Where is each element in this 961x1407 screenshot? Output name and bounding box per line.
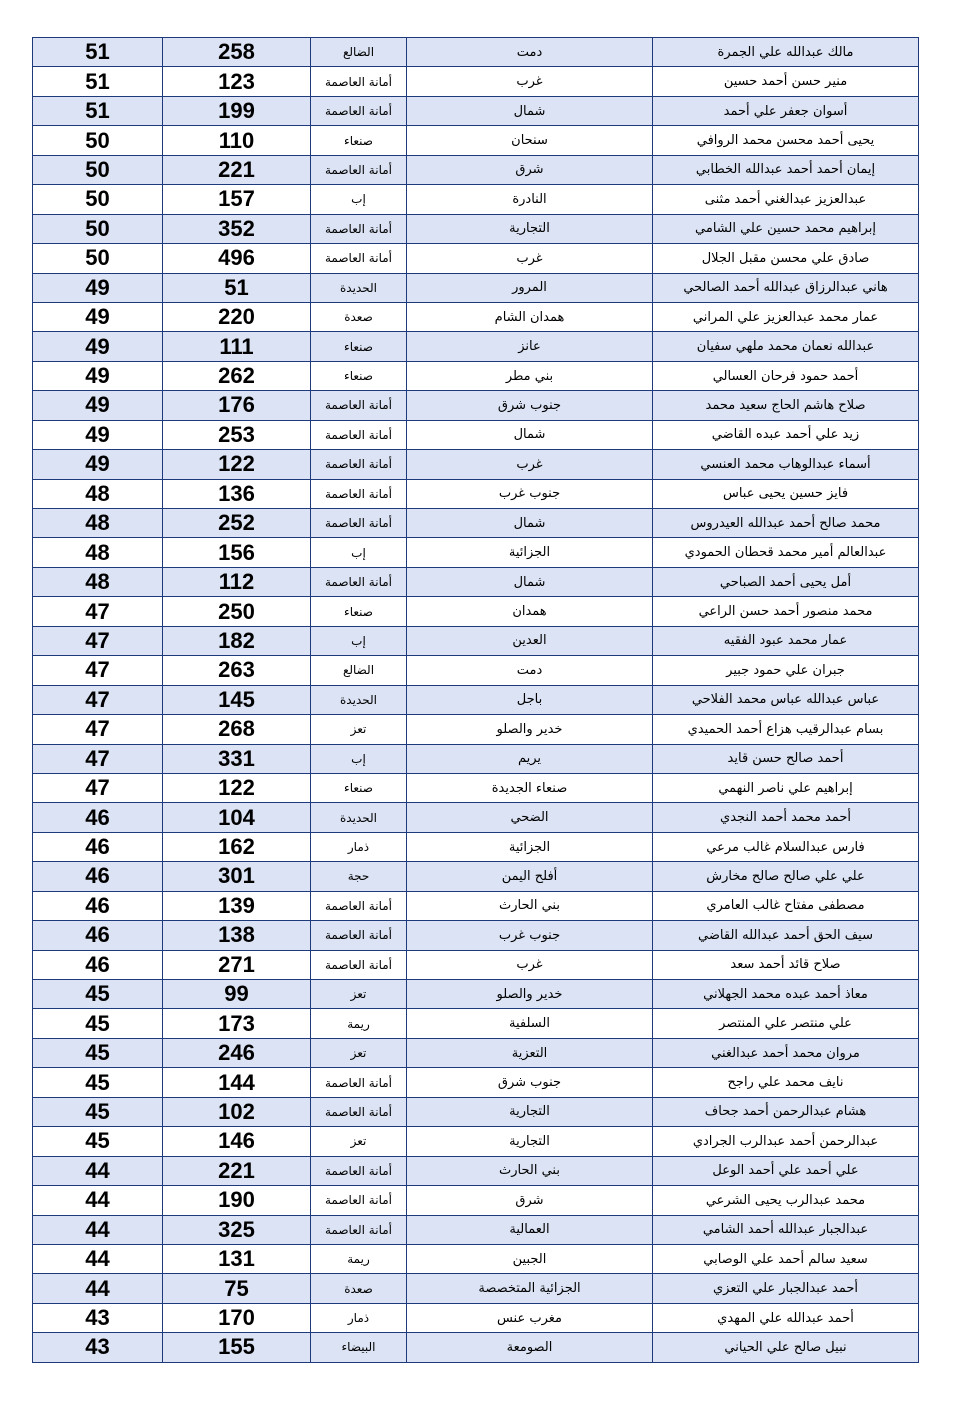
governorate-cell: صنعاء: [311, 773, 407, 802]
results-table-body: [33, 38, 919, 1363]
governorate-cell: تعز: [311, 980, 407, 1009]
name-cell: بسام عبدالرقيب هزاع أحمد الحميدي: [653, 715, 919, 744]
score-cell: 51: [33, 67, 163, 96]
name-cell: نايف محمد علي راجح: [653, 1068, 919, 1097]
governorate-cell: صنعاء: [311, 126, 407, 155]
table-row: [33, 1244, 919, 1273]
number-cell: 111: [163, 332, 311, 361]
governorate-cell: صنعاء: [311, 332, 407, 361]
name-cell: معاذ أحمد عبده محمد الجهلاني: [653, 980, 919, 1009]
governorate-cell: الحديدة: [311, 685, 407, 714]
number-cell: 271: [163, 950, 311, 979]
table-row: [33, 361, 919, 390]
table-row: [33, 244, 919, 273]
district-cell: بني مطر: [407, 361, 653, 390]
number-cell: 173: [163, 1009, 311, 1038]
score-cell: 47: [33, 715, 163, 744]
results-table: [32, 37, 919, 1363]
district-cell: التجارية: [407, 214, 653, 243]
score-cell: 47: [33, 744, 163, 773]
number-cell: 496: [163, 244, 311, 273]
governorate-cell: أمانة العاصمة: [311, 450, 407, 479]
table-row: [33, 1156, 919, 1185]
governorate-cell: إب: [311, 626, 407, 655]
score-cell: 49: [33, 302, 163, 331]
table-row: [33, 126, 919, 155]
name-cell: سيف الحق أحمد عبدالله القاضي: [653, 921, 919, 950]
governorate-cell: صعدة: [311, 1274, 407, 1303]
governorate-cell: أمانة العاصمة: [311, 921, 407, 950]
number-cell: 301: [163, 862, 311, 891]
name-cell: سعيد سالم أحمد علي الوصابي: [653, 1244, 919, 1273]
district-cell: شرق: [407, 155, 653, 184]
score-cell: 47: [33, 626, 163, 655]
district-cell: السلفية: [407, 1009, 653, 1038]
table-row: [33, 450, 919, 479]
number-cell: 252: [163, 509, 311, 538]
name-cell: علي علي صالح صالح مخارش: [653, 862, 919, 891]
score-cell: 48: [33, 567, 163, 596]
name-cell: إبراهيم علي ناصر النهمي: [653, 773, 919, 802]
score-cell: 49: [33, 332, 163, 361]
table-row: [33, 1097, 919, 1126]
table-row: [33, 273, 919, 302]
district-cell: دمت: [407, 656, 653, 685]
governorate-cell: إب: [311, 185, 407, 214]
district-cell: شرق: [407, 1186, 653, 1215]
name-cell: أحمد حمود فرحان العسالي: [653, 361, 919, 390]
number-cell: 262: [163, 361, 311, 390]
number-cell: 170: [163, 1303, 311, 1332]
district-cell: شمال: [407, 420, 653, 449]
score-cell: 51: [33, 38, 163, 67]
governorate-cell: أمانة العاصمة: [311, 950, 407, 979]
name-cell: علي أحمد علي أحمد الوعل: [653, 1156, 919, 1185]
score-cell: 49: [33, 420, 163, 449]
score-cell: 46: [33, 803, 163, 832]
district-cell: الجزائية المتخصصة: [407, 1274, 653, 1303]
number-cell: 352: [163, 214, 311, 243]
district-cell: سنحان: [407, 126, 653, 155]
number-cell: 157: [163, 185, 311, 214]
table-row: [33, 96, 919, 125]
score-cell: 50: [33, 185, 163, 214]
score-cell: 46: [33, 891, 163, 920]
score-cell: 46: [33, 921, 163, 950]
number-cell: 199: [163, 96, 311, 125]
number-cell: 250: [163, 597, 311, 626]
governorate-cell: أمانة العاصمة: [311, 1156, 407, 1185]
district-cell: جنوب شرق: [407, 391, 653, 420]
governorate-cell: صعدة: [311, 302, 407, 331]
number-cell: 176: [163, 391, 311, 420]
table-row: [33, 391, 919, 420]
district-cell: التعزية: [407, 1038, 653, 1067]
name-cell: منير حسن أحمد حسين: [653, 67, 919, 96]
number-cell: 182: [163, 626, 311, 655]
name-cell: عبدالعالم أمير محمد قحطان الحمودي: [653, 538, 919, 567]
score-cell: 44: [33, 1274, 163, 1303]
governorate-cell: تعز: [311, 1127, 407, 1156]
table-row: [33, 538, 919, 567]
governorate-cell: الضالع: [311, 38, 407, 67]
name-cell: أسوان جعفر علي أحمد: [653, 96, 919, 125]
name-cell: هشام عبدالرحمن أحمد جحاف: [653, 1097, 919, 1126]
score-cell: 45: [33, 1097, 163, 1126]
governorate-cell: أمانة العاصمة: [311, 391, 407, 420]
table-row: [33, 302, 919, 331]
score-cell: 49: [33, 450, 163, 479]
district-cell: الجبين: [407, 1244, 653, 1273]
number-cell: 253: [163, 420, 311, 449]
number-cell: 102: [163, 1097, 311, 1126]
name-cell: فايز حسين يحيى عباس: [653, 479, 919, 508]
name-cell: أحمد عبدالله علي المهدي: [653, 1303, 919, 1332]
table-row: [33, 832, 919, 861]
number-cell: 146: [163, 1127, 311, 1156]
table-row: [33, 1333, 919, 1362]
score-cell: 47: [33, 773, 163, 802]
table-row: [33, 479, 919, 508]
score-cell: 47: [33, 685, 163, 714]
name-cell: أحمد عبدالجبار علي التعزي: [653, 1274, 919, 1303]
number-cell: 331: [163, 744, 311, 773]
table-row: [33, 67, 919, 96]
name-cell: عمار محمد عبود الفقيه: [653, 626, 919, 655]
score-cell: 48: [33, 479, 163, 508]
governorate-cell: أمانة العاصمة: [311, 1215, 407, 1244]
number-cell: 246: [163, 1038, 311, 1067]
number-cell: 162: [163, 832, 311, 861]
governorate-cell: حجة: [311, 862, 407, 891]
governorate-cell: أمانة العاصمة: [311, 244, 407, 273]
name-cell: فارس عبدالسلام غالب مرعي: [653, 832, 919, 861]
number-cell: 220: [163, 302, 311, 331]
district-cell: أفلح اليمن: [407, 862, 653, 891]
table-row: [33, 1127, 919, 1156]
table-row: [33, 38, 919, 67]
number-cell: 110: [163, 126, 311, 155]
table-row: [33, 155, 919, 184]
number-cell: 99: [163, 980, 311, 1009]
table-row: [33, 1274, 919, 1303]
name-cell: عبدالعزيز عبدالغني أحمد مثنى: [653, 185, 919, 214]
name-cell: نبيل صالح علي الحياني: [653, 1333, 919, 1362]
district-cell: العدين: [407, 626, 653, 655]
number-cell: 104: [163, 803, 311, 832]
district-cell: صنعاء الجديدة: [407, 773, 653, 802]
score-cell: 45: [33, 1068, 163, 1097]
table-row: [33, 980, 919, 1009]
table-row: [33, 1038, 919, 1067]
district-cell: جنوب شرق: [407, 1068, 653, 1097]
name-cell: مالك عبدالله علي الجمرة: [653, 38, 919, 67]
district-cell: عانز: [407, 332, 653, 361]
district-cell: التجارية: [407, 1127, 653, 1156]
governorate-cell: أمانة العاصمة: [311, 567, 407, 596]
score-cell: 50: [33, 155, 163, 184]
score-cell: 49: [33, 391, 163, 420]
governorate-cell: أمانة العاصمة: [311, 1068, 407, 1097]
score-cell: 45: [33, 1127, 163, 1156]
district-cell: الجزائية: [407, 538, 653, 567]
district-cell: دمت: [407, 38, 653, 67]
district-cell: غرب: [407, 67, 653, 96]
governorate-cell: أمانة العاصمة: [311, 1186, 407, 1215]
district-cell: الجزائية: [407, 832, 653, 861]
table-row: [33, 921, 919, 950]
number-cell: 144: [163, 1068, 311, 1097]
name-cell: أحمد صالح حسن قايد: [653, 744, 919, 773]
name-cell: مصطفى مفتاح غالب العامري: [653, 891, 919, 920]
table-row: [33, 597, 919, 626]
number-cell: 51: [163, 273, 311, 302]
name-cell: محمد صالح أحمد عبدالله العيدروس: [653, 509, 919, 538]
district-cell: يريم: [407, 744, 653, 773]
score-cell: 44: [33, 1215, 163, 1244]
name-cell: عباس عبدالله عباس محمد الفلاحي: [653, 685, 919, 714]
number-cell: 268: [163, 715, 311, 744]
table-row: [33, 1215, 919, 1244]
number-cell: 263: [163, 656, 311, 685]
name-cell: علي منتصر علي المنتصر: [653, 1009, 919, 1038]
district-cell: شمال: [407, 567, 653, 596]
governorate-cell: أمانة العاصمة: [311, 155, 407, 184]
score-cell: 50: [33, 126, 163, 155]
score-cell: 49: [33, 361, 163, 390]
governorate-cell: الحديدة: [311, 803, 407, 832]
name-cell: جبران علي حمود جبير: [653, 656, 919, 685]
score-cell: 47: [33, 597, 163, 626]
score-cell: 43: [33, 1333, 163, 1362]
governorate-cell: تعز: [311, 715, 407, 744]
name-cell: صادق علي محسن مقبل الجلال: [653, 244, 919, 273]
number-cell: 75: [163, 1274, 311, 1303]
table-row: [33, 773, 919, 802]
name-cell: أمل يحيى أحمد الصباحي: [653, 567, 919, 596]
score-cell: 47: [33, 656, 163, 685]
score-cell: 49: [33, 273, 163, 302]
number-cell: 122: [163, 773, 311, 802]
name-cell: زيد علي أحمد عبده القاضي: [653, 420, 919, 449]
score-cell: 44: [33, 1156, 163, 1185]
governorate-cell: صنعاء: [311, 597, 407, 626]
district-cell: النادرة: [407, 185, 653, 214]
district-cell: خدير والصلو: [407, 980, 653, 1009]
name-cell: عمار محمد عبدالعزيز علي المراني: [653, 302, 919, 331]
district-cell: شمال: [407, 509, 653, 538]
district-cell: شمال: [407, 96, 653, 125]
district-cell: باجل: [407, 685, 653, 714]
table-row: [33, 420, 919, 449]
district-cell: الصومعة: [407, 1333, 653, 1362]
district-cell: التجارية: [407, 1097, 653, 1126]
district-cell: همدان: [407, 597, 653, 626]
governorate-cell: الحديدة: [311, 273, 407, 302]
governorate-cell: أمانة العاصمة: [311, 509, 407, 538]
governorate-cell: أمانة العاصمة: [311, 1097, 407, 1126]
governorate-cell: ذمار: [311, 1303, 407, 1332]
district-cell: المرور: [407, 273, 653, 302]
district-cell: جنوب غرب: [407, 479, 653, 508]
governorate-cell: ذمار: [311, 832, 407, 861]
governorate-cell: أمانة العاصمة: [311, 420, 407, 449]
district-cell: بني الحارث: [407, 1156, 653, 1185]
table-row: [33, 1068, 919, 1097]
score-cell: 46: [33, 832, 163, 861]
table-row: [33, 950, 919, 979]
number-cell: 325: [163, 1215, 311, 1244]
score-cell: 43: [33, 1303, 163, 1332]
number-cell: 122: [163, 450, 311, 479]
table-row: [33, 332, 919, 361]
score-cell: 46: [33, 950, 163, 979]
table-row: [33, 685, 919, 714]
score-cell: 46: [33, 862, 163, 891]
number-cell: 131: [163, 1244, 311, 1273]
governorate-cell: إب: [311, 538, 407, 567]
name-cell: محمد منصور أحمد حسن الراعي: [653, 597, 919, 626]
district-cell: غرب: [407, 950, 653, 979]
number-cell: 156: [163, 538, 311, 567]
name-cell: إبراهيم محمد حسين علي الشامي: [653, 214, 919, 243]
governorate-cell: أمانة العاصمة: [311, 214, 407, 243]
number-cell: 136: [163, 479, 311, 508]
table-row: [33, 1186, 919, 1215]
table-row: [33, 1303, 919, 1332]
name-cell: إيمان أحمد أحمد عبدالله الخطابي: [653, 155, 919, 184]
name-cell: صلاح قائد أحمد سعد: [653, 950, 919, 979]
table-row: [33, 715, 919, 744]
table-row: [33, 803, 919, 832]
governorate-cell: إب: [311, 744, 407, 773]
number-cell: 155: [163, 1333, 311, 1362]
district-cell: همدان الشام: [407, 302, 653, 331]
score-cell: 45: [33, 1009, 163, 1038]
score-cell: 50: [33, 244, 163, 273]
governorate-cell: ريمة: [311, 1009, 407, 1038]
number-cell: 258: [163, 38, 311, 67]
table-row: [33, 567, 919, 596]
number-cell: 138: [163, 921, 311, 950]
governorate-cell: ريمة: [311, 1244, 407, 1273]
district-cell: خدير والصلو: [407, 715, 653, 744]
number-cell: 145: [163, 685, 311, 714]
governorate-cell: تعز: [311, 1038, 407, 1067]
table-row: [33, 744, 919, 773]
table-row: [33, 656, 919, 685]
governorate-cell: أمانة العاصمة: [311, 96, 407, 125]
name-cell: صلاح هاشم الحاج سعيد محمد: [653, 391, 919, 420]
number-cell: 123: [163, 67, 311, 96]
score-cell: 51: [33, 96, 163, 125]
table-row: [33, 891, 919, 920]
score-cell: 48: [33, 538, 163, 567]
score-cell: 44: [33, 1244, 163, 1273]
table-row: [33, 626, 919, 655]
district-cell: الضحي: [407, 803, 653, 832]
district-cell: العمالية: [407, 1215, 653, 1244]
name-cell: عبدالله نعمان محمد ملهي سفيان: [653, 332, 919, 361]
governorate-cell: أمانة العاصمة: [311, 67, 407, 96]
table-row: [33, 509, 919, 538]
number-cell: 112: [163, 567, 311, 596]
table-row: [33, 862, 919, 891]
name-cell: محمد عبدالرب يحيى الشرعي: [653, 1186, 919, 1215]
governorate-cell: أمانة العاصمة: [311, 479, 407, 508]
governorate-cell: الضالع: [311, 656, 407, 685]
governorate-cell: البيضاء: [311, 1333, 407, 1362]
district-cell: مغرب عنس: [407, 1303, 653, 1332]
district-cell: غرب: [407, 450, 653, 479]
table-row: [33, 1009, 919, 1038]
name-cell: هاني عبدالرزاق عبدالله أحمد الصالحي: [653, 273, 919, 302]
governorate-cell: صنعاء: [311, 361, 407, 390]
name-cell: أحمد محمد أحمد النجدي: [653, 803, 919, 832]
name-cell: عبدالرحمن أحمد عبدالرب الجرادي: [653, 1127, 919, 1156]
number-cell: 221: [163, 1156, 311, 1185]
district-cell: غرب: [407, 244, 653, 273]
name-cell: يحيى أحمد محسن محمد الروافي: [653, 126, 919, 155]
district-cell: بني الحارث: [407, 891, 653, 920]
number-cell: 190: [163, 1186, 311, 1215]
district-cell: جنوب غرب: [407, 921, 653, 950]
score-cell: 50: [33, 214, 163, 243]
governorate-cell: أمانة العاصمة: [311, 891, 407, 920]
number-cell: 221: [163, 155, 311, 184]
table-row: [33, 214, 919, 243]
table-row: [33, 185, 919, 214]
name-cell: عبدالجبار عبدالله أحمد الشامي: [653, 1215, 919, 1244]
name-cell: أسماء عبدالوهاب محمد العنسي: [653, 450, 919, 479]
score-cell: 44: [33, 1186, 163, 1215]
name-cell: مروان محمد أحمد عبدالغني: [653, 1038, 919, 1067]
score-cell: 45: [33, 1038, 163, 1067]
score-cell: 48: [33, 509, 163, 538]
number-cell: 139: [163, 891, 311, 920]
score-cell: 45: [33, 980, 163, 1009]
